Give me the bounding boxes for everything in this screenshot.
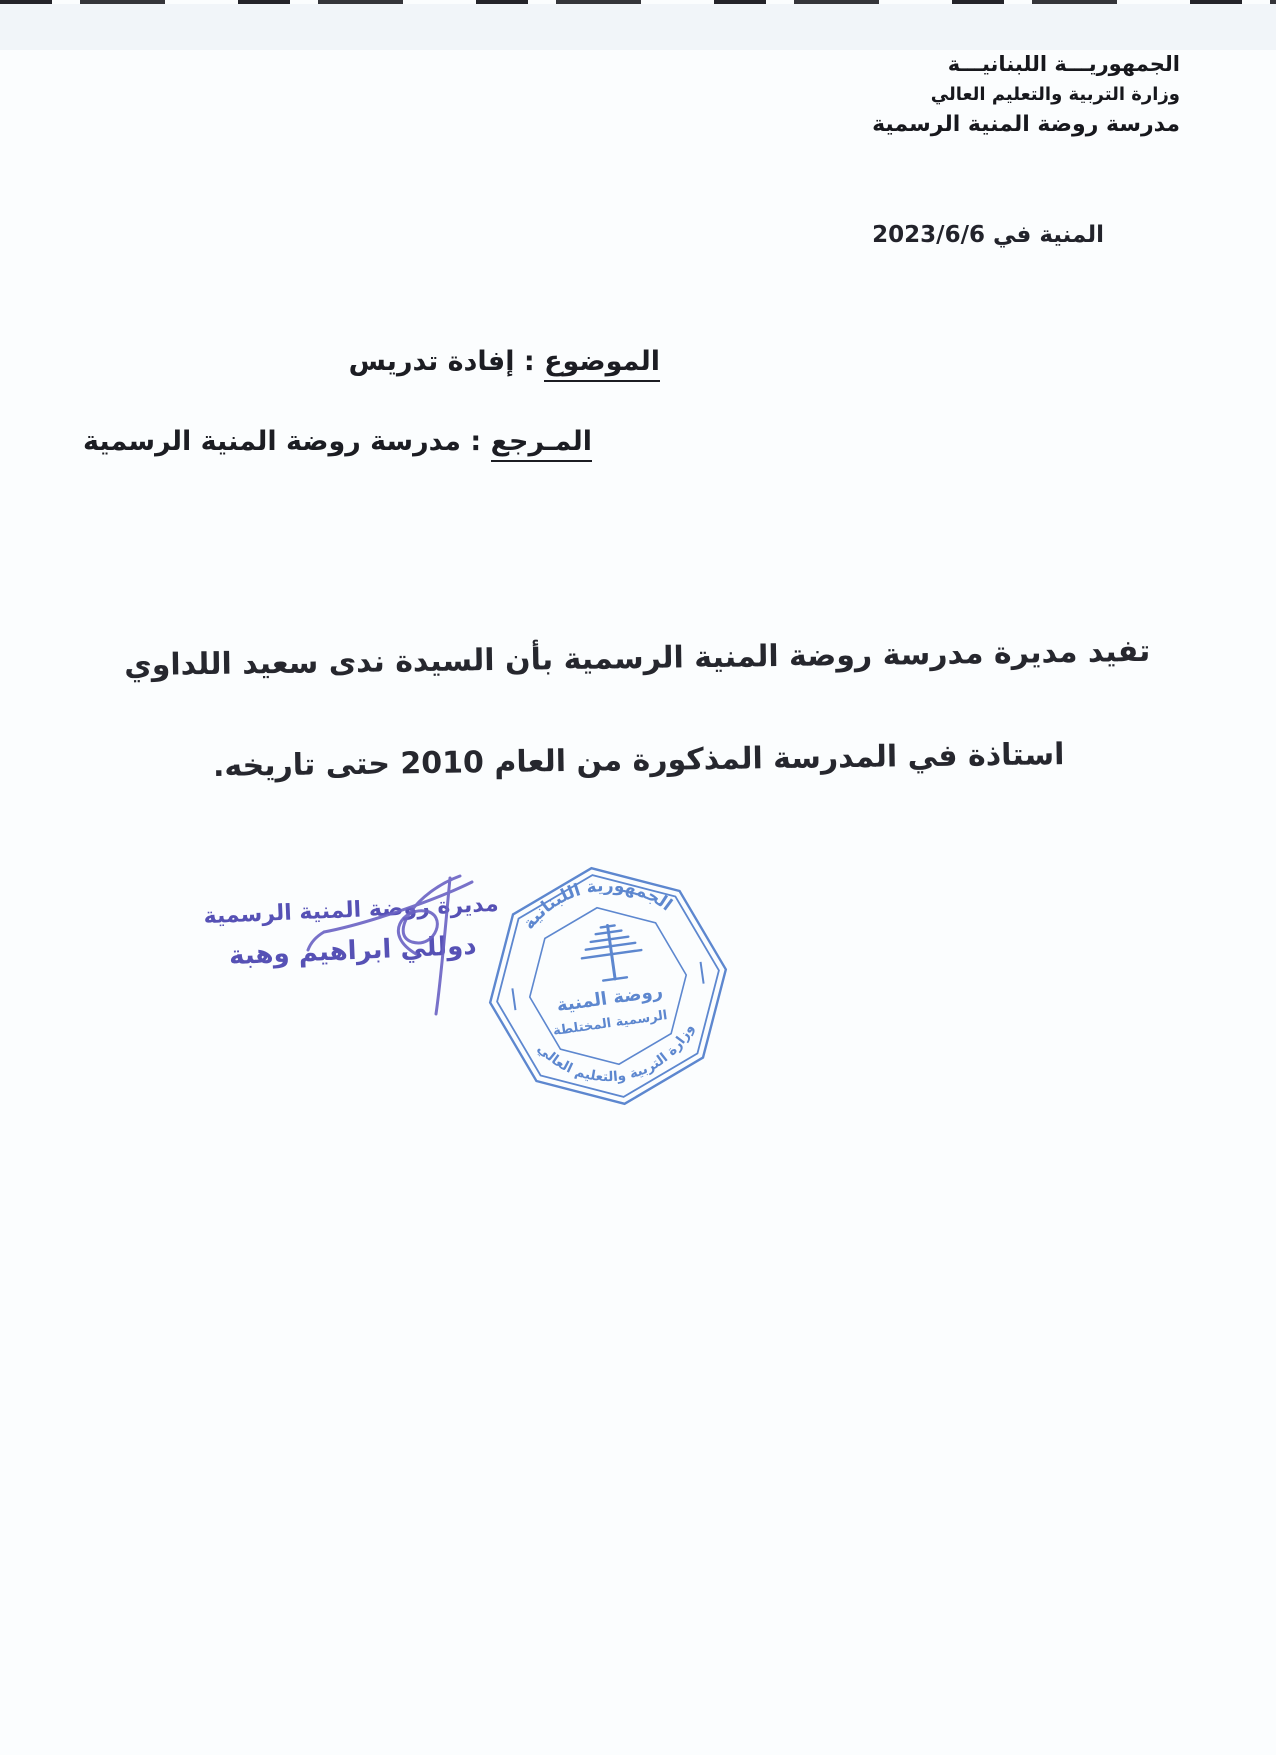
seal-right-tick — [701, 962, 704, 984]
seal-left-tick — [512, 988, 515, 1010]
subject-separator: : — [514, 346, 545, 377]
seal-center-name: روضة المنية — [555, 980, 665, 1017]
subject-label: الموضوع — [544, 346, 660, 382]
subject-value: إفادة تدريس — [348, 346, 515, 377]
cedar-tree-icon — [578, 921, 645, 983]
principal-stamp-name: دوللي ابراهيم وهبة — [228, 930, 478, 972]
date-line: المنية في 2023/6/6 — [872, 222, 1104, 248]
seal-top-arc-text: الجمهورية اللبنانية — [519, 875, 676, 934]
subject-line — [349, 346, 660, 377]
seal-center-subtitle: الرسمية المختلطة — [552, 1008, 669, 1039]
reference-value: مدرسة روضة المنية الرسمية — [83, 426, 461, 457]
official-octagon-seal — [480, 848, 736, 1124]
seal-bottom-arc-text: وزارة التربية والتعليم العالي — [533, 1021, 698, 1086]
reference-separator: : — [460, 426, 491, 457]
body-paragraph — [59, 600, 1218, 820]
principal-stamp-title: مديرة روضة المنية الرسمية — [203, 891, 500, 930]
handwritten-signature — [296, 872, 510, 1024]
body-line-1: تفيد مديرة مدرسة روضة المنية الرسمية بأن السيدة ندى سعيد اللداوي — [124, 633, 1151, 684]
scan-shading — [0, 4, 1276, 50]
letterhead — [872, 48, 1180, 141]
body-line-2: استاذة في المدرسة المذكورة من العام 2010 حتى تاريخه. — [212, 737, 1065, 784]
letterhead-school-line: مدرسة روضة المنية الرسمية — [872, 112, 1180, 137]
reference-line — [83, 426, 592, 457]
letterhead-republic-line: الجمهوريـــة اللبنانيـــة — [947, 52, 1180, 76]
letterhead-ministry-line: وزارة التربية والتعليم العالي — [930, 84, 1180, 105]
reference-label: المـرجع — [491, 426, 592, 462]
